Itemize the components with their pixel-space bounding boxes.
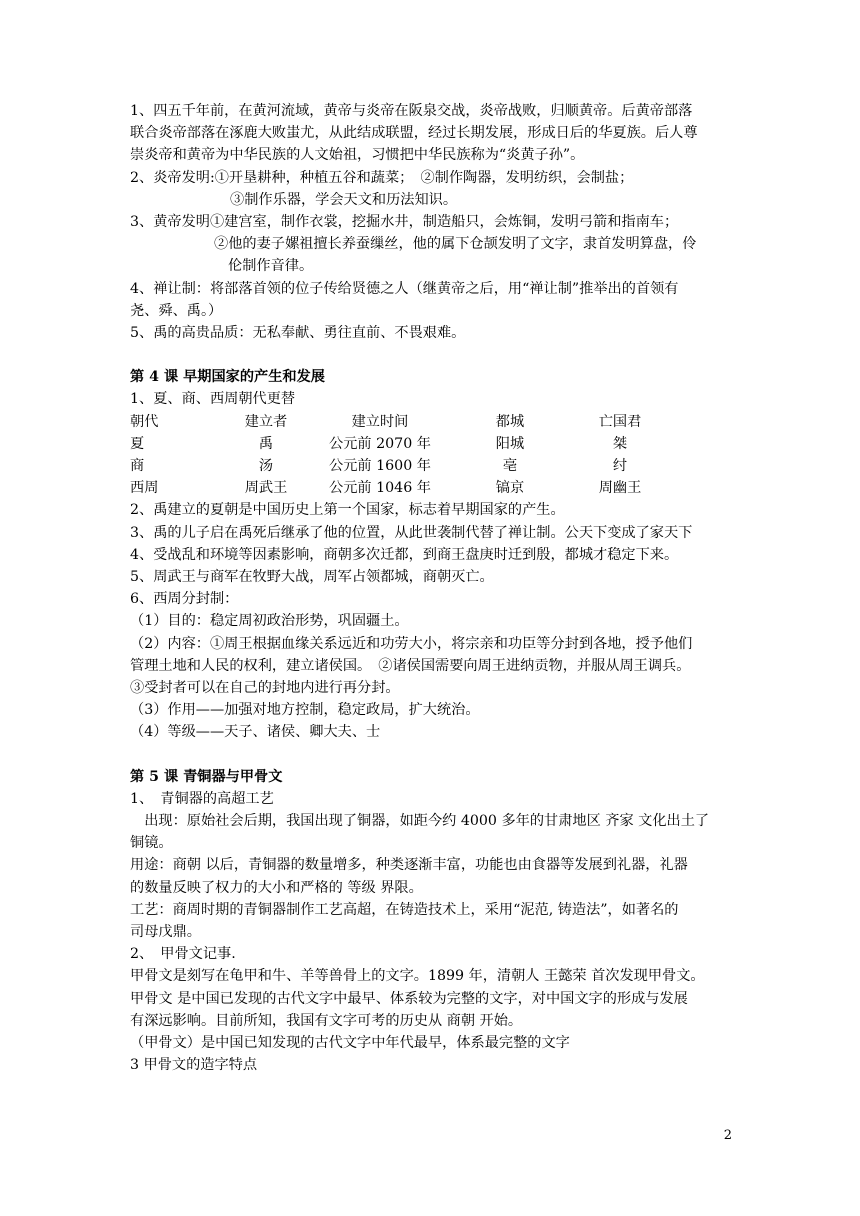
lesson5-line: 3 甲骨文的造字特点 [130, 1057, 258, 1074]
intro-line: 联合炎帝部落在涿鹿大败蚩尤，从此结成联盟，经过长期发展，形成日后的华夏族。后人尊 [130, 125, 698, 142]
dynasty-table [130, 411, 730, 500]
lesson4-line: （4）等级——天子、诸侯、卿大夫、士 [130, 724, 381, 741]
lesson4-line: 管理土地和人民的权利，建立诸侯国。 ②诸侯国需要向周王进纳贡物，并服从周王调兵。 [130, 657, 691, 674]
table-row [130, 433, 730, 455]
intro-line: 崇炎帝和黄帝为中华民族的人文始祖，习惯把中华民族称为“炎黄子孙”。 [130, 147, 585, 164]
table-row [130, 455, 730, 477]
table-cell: 公元前 2070 年 [329, 435, 431, 452]
intro-line: ②他的妻子嫘祖擅长养蚕缫丝，他的属下仓颉发明了文字，隶首发明算盘，伶 [214, 236, 697, 253]
table-cell: 汤 [258, 458, 274, 474]
table-cell: 禹 [258, 435, 274, 452]
intro-line: 伦制作音律。 [228, 258, 314, 275]
intro-line: 4、禅让制：将部落首领的位子传给贤德之人（继黄帝之后，用“禅让制”推举出的首领有 [130, 280, 679, 297]
lesson5-line: （甲骨文）是中国已知发现的古代文字中年代最早，体系最完整的文字 [130, 1034, 570, 1051]
spacer [130, 743, 730, 765]
lesson4-section [130, 366, 730, 743]
lesson4-line: （2）内容：①周王根据血缘关系远近和功劳大小，将宗亲和功臣等分封到各地，授予他们 [130, 635, 693, 652]
table-cell: 亳 [502, 458, 518, 474]
lesson4-subtitle: 1、夏、商、西周朝代更替 [130, 391, 296, 408]
lesson5-line: 工艺：商周时期的青铜器制作工艺高超，在铸造技术上，采用“泥范, 铸造法”，如著名的 [130, 901, 679, 918]
intro-line: 1、四五千年前，在黄河流域，黄帝与炎帝在阪泉交战，炎帝战败，归顺黄帝。后黄帝部落 [130, 103, 693, 119]
lesson4-line: （1）目的：稳定周初政治形势，巩固疆土。 [130, 613, 409, 630]
lesson5-title: 第 5 课 青铜器与甲骨文 [130, 768, 283, 785]
page-number: 2 [723, 1128, 732, 1143]
lesson5-line: 甲骨文是刻写在龟甲和牛、羊等兽骨上的文字。1899 年，清朝人 王懿荣 首次发现甲骨文。 [130, 968, 705, 985]
table-header-row [130, 411, 730, 433]
table-cell: 西周 [130, 480, 159, 497]
intro-line: 2、炎帝发明:①开垦耕种，种植五谷和蔬菜； ②制作陶器，发明纺织，会制盐； [130, 169, 634, 186]
intro-section [130, 100, 730, 344]
lesson5-line: 出现：原始社会后期，我国出现了铜器，如距今约 4000 多年的甘肃地区 齐家 文化出土了 [130, 813, 710, 829]
table-cell: 公元前 1600 年 [329, 458, 431, 474]
lesson5-section [130, 766, 730, 1077]
lesson5-line: 2、 甲骨文记事. [130, 946, 236, 963]
lesson5-line: 的数量反映了权力的大小和严格的 等级 界限。 [130, 879, 423, 896]
table-header-cell: 都城 [495, 413, 525, 430]
lesson4-line: 2、禹建立的夏朝是中国历史上第一个国家，标志着早期国家的产生。 [130, 502, 565, 519]
table-cell: 纣 [612, 458, 628, 474]
lesson4-line: 3、禹的儿子启在禹死后继承了他的位置，从此世袭制代替了禅让制。公天下变成了家天下 [130, 524, 693, 541]
table-cell: 桀 [612, 435, 628, 452]
document-page [130, 100, 730, 1076]
table-cell: 阳城 [495, 435, 525, 452]
lesson4-line: （3）作用——加强对地方控制，稳定政局，扩大统治。 [130, 702, 480, 719]
lesson4-title: 第 4 课 早期国家的产生和发展 [130, 369, 325, 386]
lesson5-line: 司母戊鼎。 [130, 923, 201, 940]
intro-line: ③制作乐器，学会天文和历法知识。 [230, 191, 458, 208]
table-cell: 公元前 1046 年 [329, 480, 431, 497]
lesson5-line: 铜镜。 [130, 835, 173, 852]
lesson4-line: 4、受战乱和环境等因素影响，商朝多次迁都，到商王盘庚时迁到殷，都城才稳定下来。 [130, 546, 679, 563]
spacer [130, 344, 730, 366]
table-cell: 镐京 [495, 480, 525, 497]
intro-line: 尧、舜、禹。） [130, 302, 223, 319]
lesson4-line: 5、周武王与商军在牧野大战，周军占领都城，商朝灭亡。 [130, 568, 494, 585]
table-header-cell: 朝代 [130, 413, 159, 430]
table-header-cell: 建立者 [244, 413, 288, 430]
lesson4-line: 6、西周分封制： [130, 591, 239, 608]
lesson5-line: 1、 青铜器的高超工艺 [130, 790, 274, 807]
table-cell: 周武王 [244, 480, 288, 497]
lesson4-line: ③受封者可以在自己的封地内进行再分封。 [130, 679, 400, 696]
table-header-cell: 建立时间 [351, 413, 409, 430]
table-cell: 周幽王 [598, 480, 642, 497]
intro-line: 5、禹的高贵品质：无私奉献、勇往直前、不畏艰难。 [130, 324, 466, 341]
table-cell: 夏 [130, 435, 145, 452]
table-header-cell: 亡国君 [598, 413, 642, 430]
lesson5-line: 有深远影响。目前所知，我国有文字可考的历史从 商朝 开始。 [130, 1012, 523, 1029]
table-cell: 商 [130, 458, 145, 474]
intro-line: 3、黄帝发明①建宫室，制作衣裳，挖掘水井，制造船只，会炼铜，发明弓箭和指南车； [130, 213, 679, 230]
lesson5-line: 用途：商朝 以后，青铜器的数量增多，种类逐渐丰富，功能也由食器等发展到礼器，礼器 [130, 857, 688, 874]
lesson5-line: 甲骨文 是中国已发现的古代文字中最早、体系较为完整的文字，对中国文字的形成与发展 [130, 990, 688, 1007]
table-row [130, 477, 730, 499]
